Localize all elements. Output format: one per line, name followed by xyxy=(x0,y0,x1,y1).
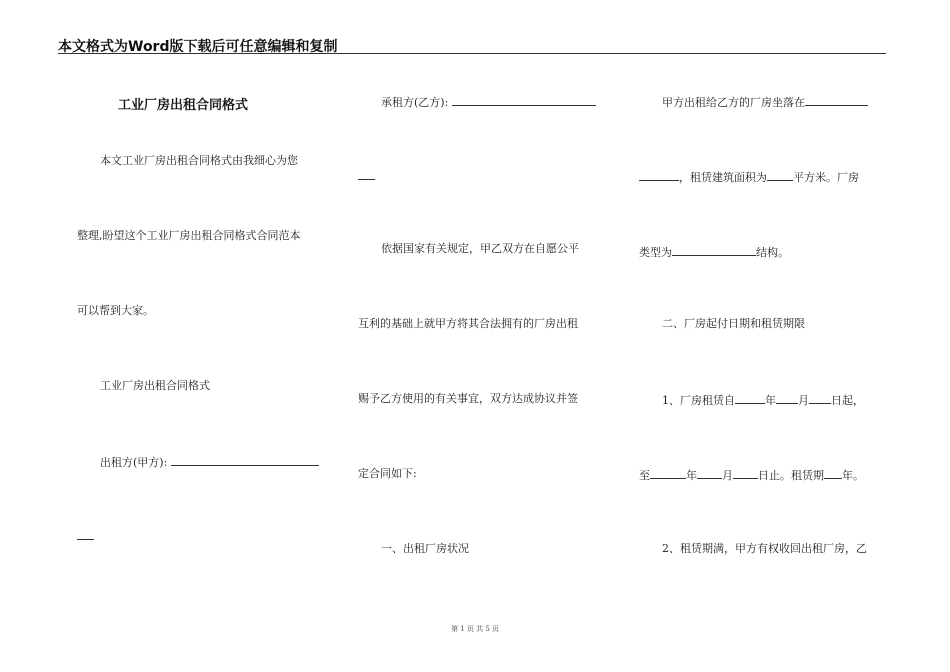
start-day-blank xyxy=(809,392,831,404)
para-line-1: 依据国家有关规定，甲乙双方在自愿公平 xyxy=(381,242,579,255)
location-text: 甲方出租给乙方的厂房坐落在 xyxy=(662,96,805,109)
lessor-blank-continued xyxy=(77,539,94,540)
para-line-4: 定合同如下: xyxy=(358,467,417,480)
end-day-blank xyxy=(733,467,758,479)
lease-term-text: 日止。租赁期 xyxy=(758,469,824,482)
structure-label: 类型为 xyxy=(639,246,672,259)
intro-line-3: 可以帮到大家。 xyxy=(77,304,154,317)
area-unit-text: 平方米。厂房 xyxy=(793,171,859,184)
para-line-3: 赐予乙方使用的有关事宜，双方达成协议并签 xyxy=(358,392,578,405)
para-line-2: 互利的基础上就甲方将其合法拥有的厂房出租 xyxy=(358,317,578,330)
lessee-blank xyxy=(452,94,596,106)
page-number: 第 1 页 共 5 页 xyxy=(450,625,500,633)
end-year-blank xyxy=(650,467,686,479)
start-year-blank xyxy=(735,392,765,404)
area-text: ，租赁建筑面积为 xyxy=(679,171,767,184)
structure-line xyxy=(639,244,789,260)
end-year-label: 年 xyxy=(686,469,697,482)
contract-subtitle: 工业厂房出租合同格式 xyxy=(100,379,210,392)
location-line xyxy=(662,94,868,110)
structure-blank xyxy=(672,244,756,256)
structure-suffix: 结构。 xyxy=(756,246,789,259)
start-month-blank xyxy=(776,392,798,404)
section-heading-1: 一、出租厂房状况 xyxy=(381,542,469,555)
section-heading-2: 二、厂房起付日期和租赁期限 xyxy=(662,317,805,330)
end-month-label: 月 xyxy=(722,469,733,482)
location-blank xyxy=(805,94,868,106)
start-month-label: 月 xyxy=(798,394,809,407)
area-line xyxy=(639,169,859,185)
lease-start-text: 1、厂房租赁自 xyxy=(662,394,735,407)
start-year-label: 年 xyxy=(765,394,776,407)
header-divider xyxy=(58,53,886,54)
area-blank xyxy=(767,169,793,181)
lessor-field xyxy=(100,454,319,470)
lessor-blank xyxy=(171,454,319,466)
document-title: 工业厂房出租合同格式 xyxy=(118,98,249,113)
intro-line-1: 本文工业厂房出租合同格式由我细心为您 xyxy=(100,154,298,167)
end-month-blank xyxy=(697,467,722,479)
lessee-blank-continued xyxy=(358,179,375,180)
lease-start-line xyxy=(662,392,864,408)
lessor-label: 出租方(甲方): xyxy=(100,456,171,469)
start-day-label: 日起， xyxy=(831,394,864,407)
clause-2-line: 2、租赁期满，甲方有权收回出租厂房，乙 xyxy=(662,542,867,555)
term-years-blank xyxy=(824,467,842,479)
lease-end-line xyxy=(639,467,864,483)
location-blank-continued xyxy=(639,169,679,181)
document-header: 本文格式为Word版下载后可任意编辑和复制 xyxy=(58,39,338,55)
lease-end-text: 至 xyxy=(639,469,650,482)
intro-line-2: 整理,盼望这个工业厂房出租合同格式合同范本 xyxy=(77,229,301,242)
lessee-field xyxy=(381,94,596,110)
lessee-label: 承租方(乙方): xyxy=(381,96,452,109)
term-years-label: 年。 xyxy=(842,469,864,482)
